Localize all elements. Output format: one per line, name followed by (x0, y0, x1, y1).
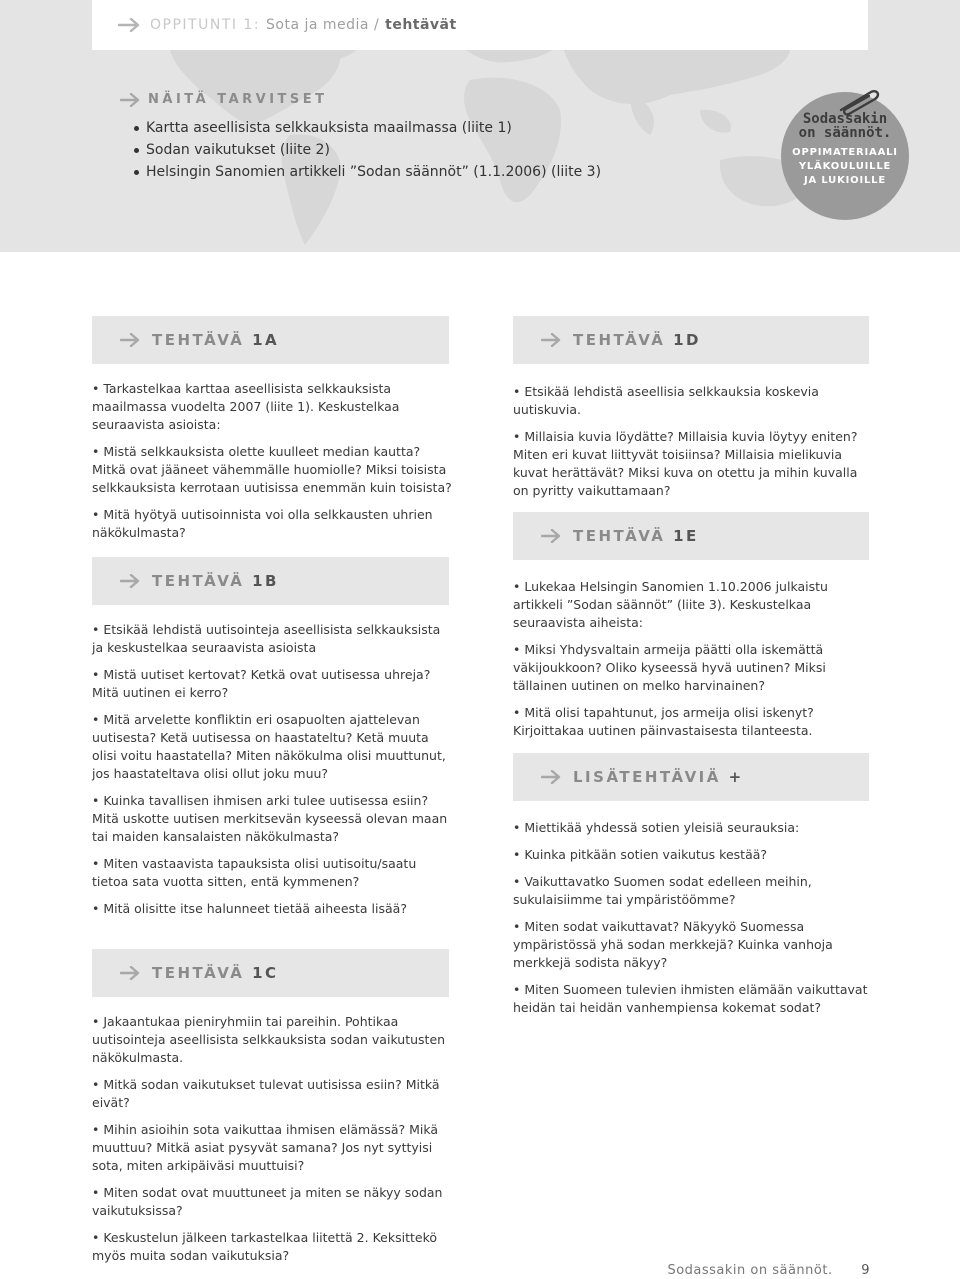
task-paragraph: • Tarkastelkaa karttaa aseellisista selkkauksista maailmassa vuodelta 2007 (liite 1). Keskustelkaa seuraavista asioista: (92, 381, 400, 432)
top-banner (0, 0, 960, 252)
task-1c-title (152, 964, 279, 982)
task-number: 1A (252, 331, 280, 349)
task-number: 1B (252, 572, 279, 590)
task-1e-body (513, 578, 869, 749)
task-label: TEHTÄVÄ (573, 331, 666, 349)
task-paragraph: • Miten sodat vaikuttavat? Näkyykö Suomessa ympäristössä yhä sodan merkkejä? Kuinka vanhoja merkkejä sodista näkyy? (513, 919, 833, 970)
task-paragraph: • Lukekaa Helsingin Sanomien 1.10.2006 julkaistu artikkeli ”Sodan säännöt” (liite 3). Keskustelkaa seuraavista aiheista: (513, 579, 828, 630)
task-paragraph: • Mistä uutiset kertovat? Ketkä ovat uutisessa uhreja? Mitä uutinen ei kerro? (92, 667, 431, 700)
lesson-topic: Sota ja media / (266, 17, 380, 33)
task-paragraph: • Mitä arvelette konfliktin eri osapuolten ajattelevan uutisesta? Ketä uutisessa on haastateltu? Ketä muuta olisi voitu haastatella? Miten näkökulma olisi muuttunut, jos haastateltava olisi ollut joku muu? (92, 712, 446, 781)
badge-brand-line1: Sodassakin (802, 111, 888, 127)
lesson-title-bar (92, 0, 868, 50)
materials-heading (120, 92, 680, 107)
task-paragraph: • Mistä selkkauksista olette kuulleet median kautta? Mitkä ovat jääneet vähemmälle huomiolle? Miksi toisista selkkauksista kerrotaan uutisissa enemmän kuin toisista? (92, 444, 452, 495)
task-paragraph: • Etsikää lehdistä aseellisia selkkauksia koskevia uutiskuvia. (513, 384, 819, 417)
task-1b-title (152, 572, 279, 590)
list-item: Helsingin Sanomien artikkeli ”Sodan säännöt” (1.1.2006) (liite 3) (146, 161, 680, 183)
arrow-right-icon (120, 333, 140, 347)
task-paragraph: • Kuinka tavallisen ihmisen arki tulee uutisessa esiin? Mitä uskotte uutisen merkitsevän kyseessä olevan maan tai maiden kansalaisten näkökulmasta? (92, 793, 448, 844)
list-item: Sodan vaikutukset (liite 2) (146, 139, 680, 161)
task-1a-header (92, 316, 449, 364)
task-1e-header (513, 512, 869, 560)
task-label: TEHTÄVÄ (152, 572, 245, 590)
task-1d-header (513, 316, 869, 364)
task-1d-body (513, 383, 869, 509)
task-number: + (728, 768, 744, 786)
task-1a-body (92, 380, 452, 551)
task-paragraph: • Miten sodat ovat muuttuneet ja miten se näkyy sodan vaikutuksissa? (92, 1185, 443, 1218)
arrow-right-icon (118, 18, 140, 32)
lesson-title (150, 17, 457, 33)
task-paragraph: • Miten Suomeen tulevien ihmisten elämään vaikuttavat heidän tai heidän vanhempiensa kokemat sodat? (513, 982, 868, 1015)
page-footer (667, 1263, 870, 1278)
materials-section (120, 92, 680, 183)
badge-sub-line3: JA LUKIOILLE (804, 175, 886, 186)
task-1a-title (152, 331, 279, 349)
page-number: 9 (861, 1263, 870, 1278)
brand-badge (781, 92, 909, 220)
arrow-right-icon (541, 333, 561, 347)
list-item: Kartta aseellisista selkkauksista maailmassa (liite 1) (146, 117, 680, 139)
task-1e-title (573, 527, 699, 545)
badge-sub-line1: OPPIMATERIAALI (792, 147, 898, 158)
task-1b-header (92, 557, 449, 605)
task-paragraph: • Etsikää lehdistä uutisointeja aseellisista selkkauksista ja keskustelkaa seuraavista asioista (92, 622, 441, 655)
materials-heading-text: NÄITÄ TARVITSET (148, 92, 328, 107)
extra-tasks-body (513, 819, 869, 1026)
task-paragraph: • Mitä hyötyä uutisoinnista voi olla selkkausten uhrien näkökulmasta? (92, 507, 433, 540)
arrow-right-icon (541, 529, 561, 543)
task-paragraph: • Miten vastaavista tapauksista olisi uutisoitu/saatu tietoa sata vuotta sitten, entä kymmenen? (92, 856, 417, 889)
extra-tasks-title (573, 768, 744, 786)
task-paragraph: • Jakaantukaa pieniryhmiin tai pareihin. Pohtikaa uutisointeja aseellisista selkkauksista sodan vaikutusten näkökulmasta. (92, 1014, 446, 1065)
lesson-prefix: OPPITUNTI 1: (150, 17, 261, 33)
task-paragraph: • Miettikää yhdessä sotien yleisiä seurauksia: (513, 820, 800, 835)
task-label: TEHTÄVÄ (152, 331, 245, 349)
task-label: TEHTÄVÄ (573, 527, 666, 545)
task-number: 1D (673, 331, 702, 349)
task-paragraph: • Mitä olisi tapahtunut, jos armeija olisi iskenyt? Kirjoittakaa uutinen päinvastaisesta tilanteesta. (513, 705, 814, 738)
lesson-suffix: tehtävät (385, 17, 457, 33)
badge-brand-line2: on säännöt. (798, 125, 892, 141)
badge-sub-line2: YLÄKOULUILLE (798, 161, 892, 172)
task-1d-title (573, 331, 701, 349)
task-label: TEHTÄVÄ (152, 964, 245, 982)
task-paragraph: • Vaikuttavatko Suomen sodat edelleen meihin, sukulaisiimme tai ympäristöömme? (513, 874, 812, 907)
task-paragraph: • Keskustelun jälkeen tarkastelkaa liitettä 2. Keksittekö myös muita sodan vaikutuksia? (92, 1230, 438, 1263)
task-number: 1C (252, 964, 279, 982)
extra-tasks-header (513, 753, 869, 801)
task-paragraph: • Mihin asioihin sota vaikuttaa ihmisen elämässä? Mikä muuttuu? Mitkä asiat pysyvät samana? Jos nyt syttyisi sota, miten arkipäiväsi muuttuisi? (92, 1122, 439, 1173)
task-1b-body (92, 621, 452, 927)
task-1c-body (92, 1013, 457, 1274)
task-label: LISÄTEHTÄVIÄ (573, 768, 721, 786)
arrow-right-icon (120, 93, 140, 107)
task-paragraph: • Kuinka pitkään sotien vaikutus kestää? (513, 847, 768, 862)
arrow-right-icon (120, 966, 140, 980)
arrow-right-icon (120, 574, 140, 588)
task-paragraph: • Millaisia kuvia löydätte? Millaisia kuvia löytyy eniten? Miten eri kuvat liittyvät toisiinsa? Millaisia mielikuvia kuvat herättävät? Miksi kuva on otettu ja mihin kuvalla on pyritty vaikuttamaan? (513, 429, 858, 498)
arrow-right-icon (541, 770, 561, 784)
footer-title: Sodassakin on säännöt. (667, 1263, 833, 1278)
task-paragraph: • Mitkä sodan vaikutukset tulevat uutisissa esiin? Mitkä eivät? (92, 1077, 440, 1110)
task-number: 1E (673, 527, 699, 545)
task-paragraph: • Miksi Yhdysvaltain armeija päätti olla iskemättä väkijoukkoon? Oliko kyseessä hyvä uutinen? Miksi tällainen uutinen on melko harvinainen? (513, 642, 826, 693)
materials-list (120, 117, 680, 183)
task-paragraph: • Mitä olisitte itse halunneet tietää aiheesta lisää? (92, 901, 407, 916)
task-1c-header (92, 949, 449, 997)
